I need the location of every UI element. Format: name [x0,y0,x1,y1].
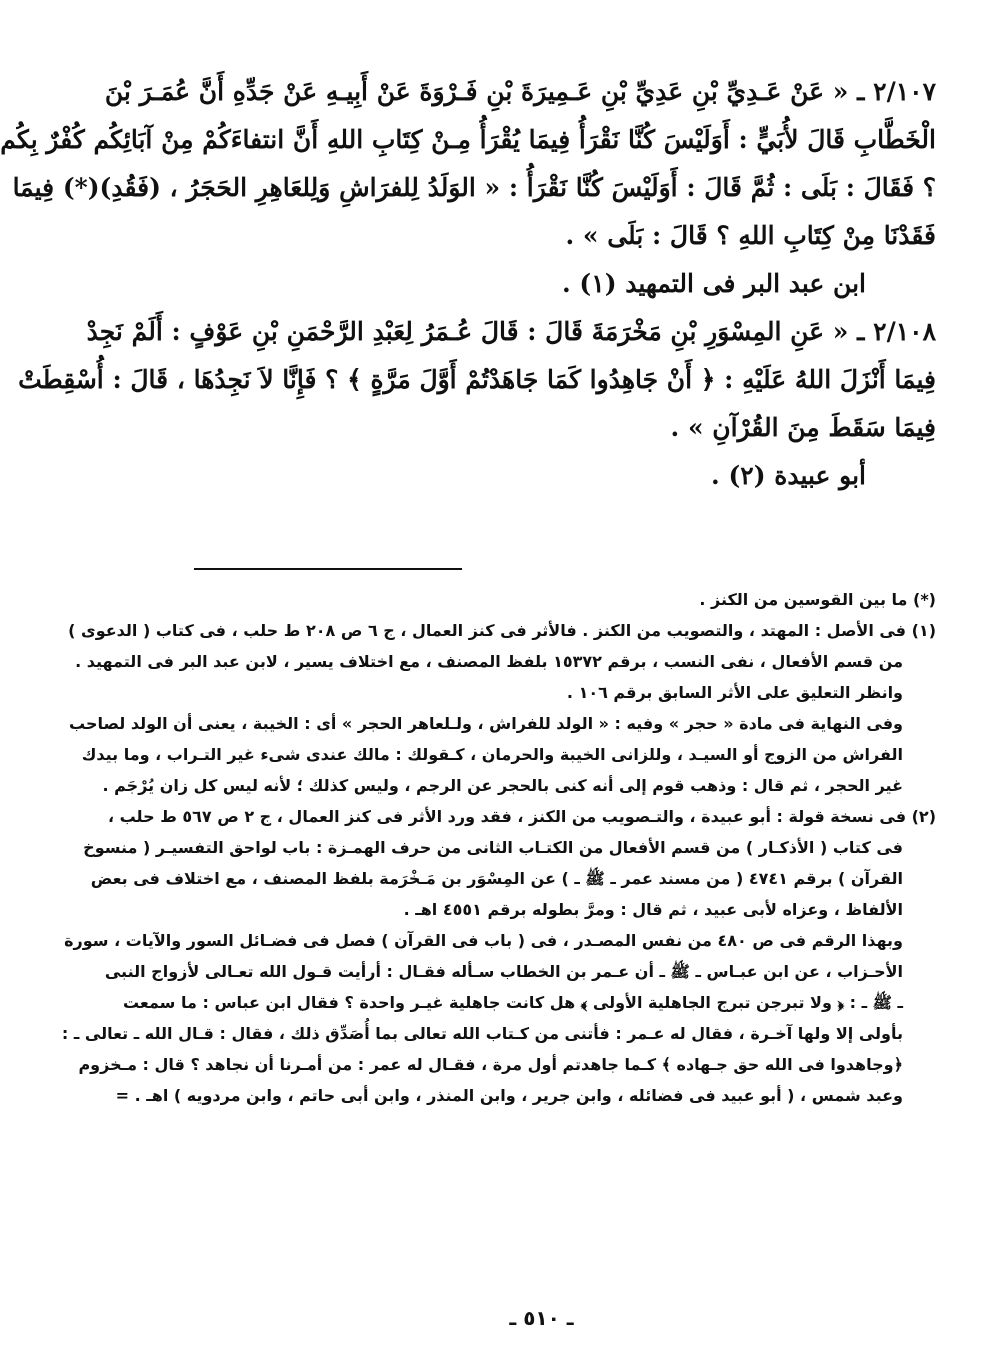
footnote-2-line-6: الأحـزاب ، عن ابن عبـاس ـ ﷺ ـ أن عـمر بن الخطاب سـأله فقـال : أرأيت قـول الله تعـالى لأزواج النبى [104,962,903,981]
footnote-star: (*) ما بين القوسين من الكنز . [699,590,936,609]
hadith-108-line-1: ٢/١٠٨ ـ « عَنِ المِسْوَرِ بْنِ مَخْرَمَةَ قَالَ : قَالَ عُـمَرُ لِعَبْدِ الرَّحْمَنِ بْنِ عَوْفٍ : أَلَمْ نَجِدْ [86,317,936,346]
hadith-108-source: أبو عبيدة (٢) . [711,461,866,490]
hadith-107-line-2: الْخَطَّابِ قَالَ لأُبَيٍّ : أَوَلَيْسَ كُنَّا نَقْرَأُ فِيمَا يُقْرَأُ مِـنْ كِتَابِ اللهِ أَنَّ انتفاءَكُمْ مِنْ آبَائِكُم كُفْرٌ بِكُم [0,125,936,154]
hadith-107-line-3: ؟ فَقَالَ : بَلَى : ثُمَّ قَالَ : أَوَلَيْسَ كُنَّا نَقْرَأُ : « الوَلَدُ لِلفرَاشِ وَلِلعَاهِرِ الحَجَرُ ، (فَقُدِ)(*) فِيمَا [12,173,936,202]
hadith-107-line-1: ٢/١٠٧ ـ « عَنْ عَـدِيِّ بْنِ عَدِيِّ بْنِ عَـمِيرَةَ بْنِ فَـرْوَةَ عَنْ أَبِيـهِ عَنْ جَدِّهِ أَنَّ عُمَـرَ بْنَ [104,77,936,106]
footnote-1-line-4: وفى النهاية فى مادة « حجر » وفيه : « الولد للفراش ، ولـلعاهر الحجر » أى : الخيبة ، يعنى أن الولد لصاحب [69,714,903,733]
footnote-2-line-8: بأولى إلا ولها آخـرة ، فقال له عـمر : فأتنى من كـتاب الله تعالى بما أُصَدِّق ذلك ، فقال : قـال الله ـ تعالى ـ : [61,1024,903,1043]
footnote-2-line-4: الألفاظ ، وعزاه لأبى عبيد ، ثم قال : ومرَّ بطوله برقم ٤٥٥١ اهـ . [403,900,903,919]
hadith-107-line-4: فَقَدْنَا مِنْ كِتَابِ اللهِ ؟ قَالَ : بَلَى » . [565,221,936,250]
page-number: ـ ٥١٠ ـ [509,1306,574,1330]
footnotes [61,584,936,1111]
hadith-108-line-3: فِيمَا سَقَطَ مِنَ القُرْآنِ » . [670,413,936,442]
footnote-1-line-6: غير الحجر ، ثم قال : وذهب قوم إلى أنه كنى بالحجر عن الرجم ، وليس كذلك ؛ لأنه ليس كل زان يُرْجَم . [102,776,903,795]
footnote-2-line-1: (٢) فى نسخة قولة : أبو عبيدة ، والتـصويب من الكنز ، فقد ورد الأثر فى كنز العمال ، ج ٢ ص ٥٦٧ ط حلب ، [107,807,936,826]
hadith-107-source: ابن عبد البر فى التمهيد (١) . [562,269,866,298]
footnote-1-line-3: وانظر التعليق على الأثر السابق برقم ١٠٦ . [566,683,903,702]
footnote-2-line-7: ـ ﷺ ـ : ﴿ ولا تبرجن تبرج الجاهلية الأولى ﴾ هل كانت جاهلية غيـر واحدة ؟ فقال ابن عباس : ما سمعت [122,993,903,1012]
hadith-108-line-2: فِيمَا أَنْزَلَ اللهُ عَلَيْهِ : ﴿ أَنْ جَاهِدُوا كَمَا جَاهَدْتُمْ أَوَّلَ مَرَّةٍ ﴾ ؟ فَإِنَّا لاَ نَجِدُهَا ، قَالَ : أُسْقِطَتْ [18,365,936,394]
footnote-2-line-2: فى كتاب ( الأذكـار ) من قسم الأفعال من الكتـاب الثانى من حرف الهمـزة : باب لواحق التفسيـر ( منسوخ [83,838,903,857]
footnote-2-line-9: ﴿وجاهدوا فى الله حق جـهاده ﴾ كـما جاهدتم أول مرة ، فقـال له عمر : من أمـرنا أن نجاهد ؟ قال : مـخزوم [78,1055,903,1074]
footnote-1-line-2: من قسم الأفعال ، نفى النسب ، برقم ١٥٣٧٢ بلفظ المصنف ، مع اختلاف يسير ، لابن عبد البر فى التمهيد . [75,652,903,671]
footnote-2-line-3: القرآن ) برقم ٤٧٤١ ( من مسند عمر ـ ﷺ ـ ) عن المِسْوَر بن مَـخْرَمة بلفظ المصنف ، مع اختلاف فى بعض [90,869,903,888]
footnote-separator [194,568,462,570]
footnote-1-line-5: الفراش من الزوج أو السيـد ، وللزانى الخيبة والحرمان ، كـقولك : مالك عندى شىء غير التـراب ، وما بيدك [81,745,903,764]
footnote-2-line-10: وعبد شمس ، ( أبو عبيد فى فضائله ، وابن جرير ، وابن المنذر ، وابن أبى حاتم ، وابن مردويه ) اهـ . = [115,1086,903,1105]
footnote-2-line-5: وبهذا الرقم فى ص ٤٨٠ من نفس المصـدر ، فى ( باب فى القرآن ) فصل فى فضـائل السور والآيات ، سورة [64,931,903,950]
footnote-1-line-1: (١) فى الأصل : المهتد ، والتصويب من الكنز . فالأثر فى كنز العمال ، ج ٦ ص ٢٠٨ ط حلب ، فى كتاب ( الدعوى ) [68,621,936,640]
main-text [0,68,936,500]
